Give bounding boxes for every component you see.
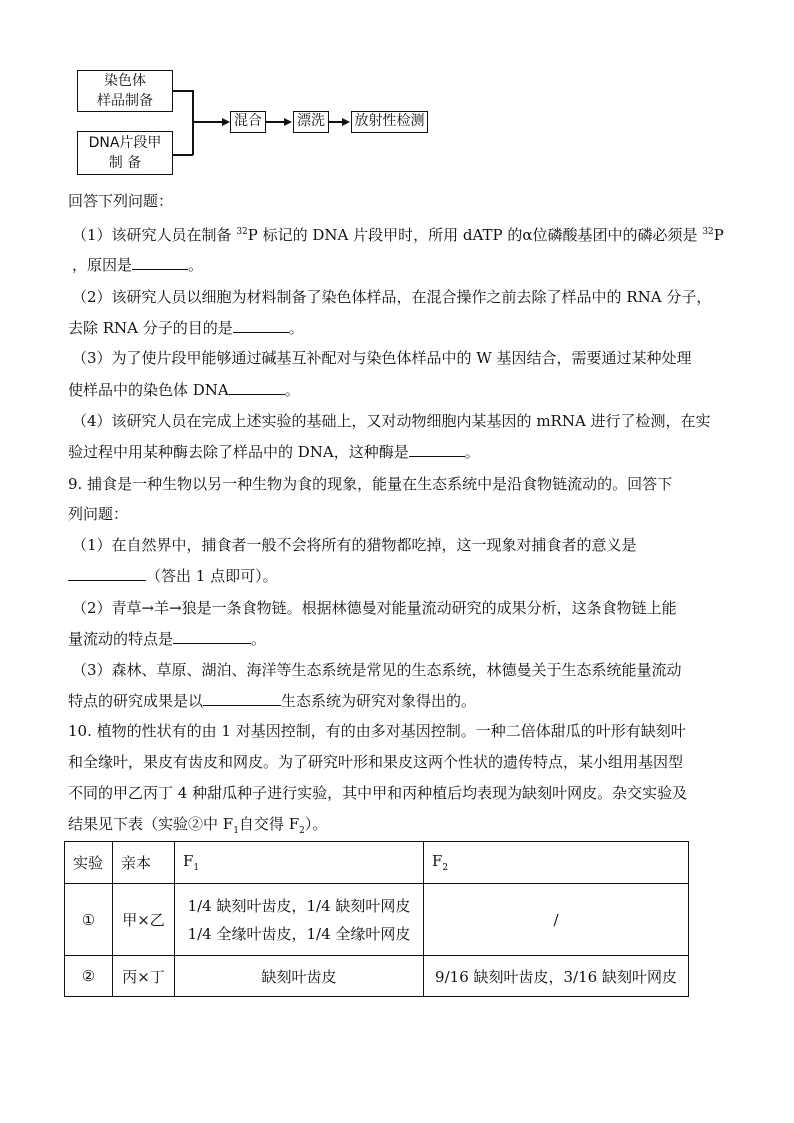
answer-blank[interactable] bbox=[233, 318, 289, 333]
wash-step-box bbox=[293, 111, 329, 133]
answer-blank[interactable] bbox=[132, 255, 188, 270]
q9-part2-line1 bbox=[72, 597, 732, 619]
row1-f1-line2: 1/4 全缘叶齿皮，1/4 全缘叶网皮 bbox=[187, 924, 411, 943]
text-q9-3a: （3）森林、草原、湖泊、海洋等生态系统是常见的生态系统，林德曼关于生态系统能量流动 bbox=[72, 661, 682, 679]
text-q8-2b: 去除 RNA 分子的目的是 bbox=[68, 319, 233, 337]
header-f2 bbox=[424, 842, 689, 884]
detect-step-label: 放射性检测 bbox=[354, 113, 425, 129]
text-q9-stem-b: 列问题： bbox=[68, 505, 129, 523]
q8-part1-line1 bbox=[72, 221, 732, 246]
header-experiment-label: 实验 bbox=[73, 854, 104, 872]
q10-stem-line1 bbox=[68, 720, 728, 742]
text-q9-2c: 。 bbox=[251, 630, 267, 648]
q9-part3-line1 bbox=[72, 659, 732, 681]
chromosome-box-line1: 染色体 bbox=[104, 73, 146, 89]
mix-step-box bbox=[230, 111, 266, 133]
row2-f1: 缺刻叶齿皮 bbox=[175, 956, 424, 997]
header-f1 bbox=[175, 842, 424, 884]
q9-stem-line2 bbox=[68, 503, 728, 525]
text-q10-b: 和全缘叶，果皮有齿皮和网皮。为了研究叶形和果皮这两个性状的遗传特点，某小组用基因型 bbox=[68, 753, 684, 771]
text-q9-3b: 特点的研究成果是以 bbox=[68, 692, 204, 710]
text-q8-4c: 。 bbox=[464, 443, 480, 461]
q10-stem-line2 bbox=[68, 751, 728, 773]
text-q8-1a: （1）该研究人员在制备 bbox=[72, 226, 237, 244]
arrow-to-detect-head bbox=[342, 118, 350, 126]
header-f2-sub: 2 bbox=[442, 863, 449, 873]
wash-step-label: 漂洗 bbox=[297, 113, 325, 129]
q8-part1-line2 bbox=[72, 254, 732, 276]
q8-part4-line1 bbox=[72, 410, 732, 432]
q9-part1-line2 bbox=[68, 565, 728, 587]
q8-part3-line2 bbox=[68, 379, 728, 401]
text-q8-3c: 。 bbox=[284, 381, 300, 399]
cross-results-table bbox=[64, 841, 689, 997]
header-f1-label: F bbox=[183, 852, 194, 870]
row1-f1 bbox=[175, 884, 424, 956]
row2-parent: 丙×丁 bbox=[113, 956, 175, 997]
row1-parent: 甲×乙 bbox=[113, 884, 175, 956]
q9-part3-line2 bbox=[68, 690, 728, 712]
arrow-to-wash-line bbox=[266, 121, 284, 123]
header-f2-label: F bbox=[432, 852, 443, 870]
text-q10-f: ）。 bbox=[304, 815, 328, 833]
text-q10-d: 结果见下表（实验②中 F bbox=[68, 815, 234, 833]
q10-stem-line3 bbox=[68, 782, 728, 804]
text-q8-3b: 使样品中的染色体 DNA bbox=[68, 381, 229, 399]
mix-step-label: 混合 bbox=[234, 113, 262, 129]
text-q8-3a: （3）为了使片段甲能够通过碱基互补配对与染色体样品中的 W 基因结合，需要通过某种处理 bbox=[72, 349, 692, 367]
text-q9-2a: （2）青草→羊→狼是一条食物链。根据林德曼对能量流动研究的成果分析，这条食物链上能 bbox=[72, 599, 677, 617]
text-q8-4b: 验过程中用某种酶去除了样品中的 DNA，这种酶是 bbox=[68, 443, 409, 461]
arrow-to-mix-head bbox=[222, 118, 230, 126]
q9-stem-line1 bbox=[68, 473, 728, 495]
answer-blank[interactable] bbox=[173, 629, 251, 644]
header-experiment bbox=[65, 842, 113, 884]
connector-top bbox=[173, 90, 193, 92]
answer-prompt bbox=[68, 190, 728, 212]
text-q10-a: 10. 植物的性状有的由 1 对基因控制，有的由多对基因控制。一种二倍体甜瓜的叶形有缺刻叶 bbox=[68, 722, 686, 740]
row1-f2: / bbox=[424, 884, 689, 956]
text-q9-1b: （答出 1 点即可）。 bbox=[146, 567, 278, 585]
text-q8-2a: （2）该研究人员以细胞为材料制备了染色体样品，在混合操作之前去除了样品中的 RNA 分子， bbox=[72, 288, 712, 306]
header-f1-sub: 1 bbox=[193, 863, 200, 873]
text-q10-c: 不同的甲乙丙丁 4 种甜瓜种子进行实验，其中甲和丙种植后均表现为缺刻叶网皮。杂交实验及 bbox=[68, 784, 688, 802]
chromosome-sample-box bbox=[77, 70, 173, 112]
row1-experiment: ① bbox=[65, 884, 113, 956]
dna-fragment-box bbox=[77, 131, 173, 175]
text-q8-1e: 。 bbox=[188, 256, 204, 274]
chromosome-box-line2: 样品制备 bbox=[97, 93, 153, 109]
q8-part2-line2 bbox=[68, 317, 728, 339]
text-q10-e: 自交得 F bbox=[238, 815, 300, 833]
answer-blank[interactable] bbox=[409, 442, 465, 457]
answer-blank[interactable] bbox=[68, 566, 146, 581]
q9-part1-line1 bbox=[72, 534, 732, 556]
superscript-32-b: 32 bbox=[702, 227, 714, 237]
table-row bbox=[65, 884, 689, 956]
text-q8-2c: 。 bbox=[288, 319, 304, 337]
header-parent bbox=[113, 842, 175, 884]
text-q8-1d: ，原因是 bbox=[72, 256, 133, 274]
subscript-1: 1 bbox=[233, 826, 239, 836]
q9-part2-line2 bbox=[68, 628, 728, 650]
arrow-to-mix-line bbox=[193, 121, 223, 123]
row2-f2: 9/16 缺刻叶齿皮，3/16 缺刻叶网皮 bbox=[424, 956, 689, 997]
superscript-32: 32 bbox=[236, 227, 248, 237]
text-q8-1c: P bbox=[713, 226, 724, 244]
arrow-to-detect-line bbox=[329, 121, 343, 123]
answer-blank[interactable] bbox=[229, 380, 285, 395]
arrow-to-wash-head bbox=[284, 118, 292, 126]
connector-bottom bbox=[173, 154, 193, 156]
text-q8-4a: （4）该研究人员在完成上述实验的基础上，又对动物细胞内某基因的 mRNA 进行了检测，在实 bbox=[72, 412, 711, 430]
dna-box-line1: DNA片段甲 bbox=[88, 135, 162, 151]
header-parent-label: 亲本 bbox=[121, 854, 152, 872]
text-q9-stem-a: 9. 捕食是一种生物以另一种生物为食的现象，能量在生态系统中是沿食物链流动的。回答下 bbox=[68, 475, 673, 493]
q10-stem-line4 bbox=[68, 813, 728, 842]
subscript-2: 2 bbox=[299, 826, 305, 836]
detect-step-box bbox=[351, 111, 428, 133]
row2-experiment: ② bbox=[65, 956, 113, 997]
answer-blank[interactable] bbox=[203, 691, 281, 706]
text-q9-2b: 量流动的特点是 bbox=[68, 630, 174, 648]
text-q9-3c: 生态系统为研究对象得出的。 bbox=[281, 692, 477, 710]
dna-box-line2: 制 备 bbox=[108, 155, 142, 171]
row1-f1-line1: 1/4 缺刻叶齿皮，1/4 缺刻叶网皮 bbox=[187, 896, 411, 915]
q8-part3-line1 bbox=[72, 347, 732, 369]
text-answer-prompt: 回答下列问题： bbox=[68, 192, 174, 210]
text-q8-1b: P 标记的 DNA 片段甲时，所用 dATP 的α位磷酸基团中的磷必须是 bbox=[247, 226, 703, 244]
table-header-row bbox=[65, 842, 689, 884]
q8-part4-line2 bbox=[68, 441, 728, 463]
table-row bbox=[65, 956, 689, 997]
q8-part2-line1 bbox=[72, 286, 732, 308]
text-q9-1a: （1）在自然界中，捕食者一般不会将所有的猎物都吃掉，这一现象对捕食者的意义是 bbox=[72, 536, 637, 554]
